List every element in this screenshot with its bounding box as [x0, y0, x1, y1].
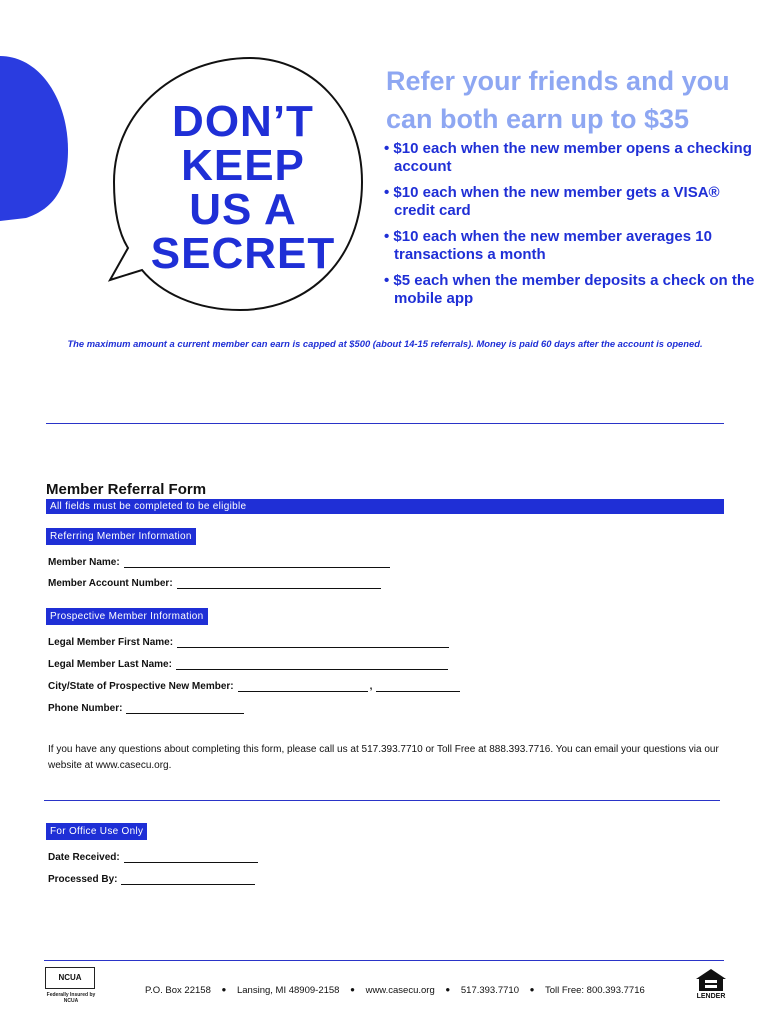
- member-name-input[interactable]: [124, 557, 390, 568]
- referring-member-header: Referring Member Information: [46, 528, 196, 545]
- reward-item: • $5 each when the member deposits a check on the mobile app: [384, 272, 755, 307]
- date-received-field[interactable]: [48, 852, 258, 863]
- office-use-header: For Office Use Only: [46, 823, 147, 840]
- required-note-bar: All fields must be completed to be eligible: [46, 499, 724, 514]
- first-name-label: Legal Member First Name:: [48, 637, 174, 648]
- member-account-input[interactable]: [177, 578, 381, 589]
- earnings-cap-note: The maximum amount a current member can earn is capped at $500 (about 14-15 referrals). Money is paid 60 days after the account is opened.: [67, 338, 703, 349]
- footer-phone[interactable]: 517.393.7710: [460, 985, 519, 996]
- city-state-field[interactable]: [48, 681, 460, 692]
- phone-label: Phone Number:: [48, 703, 123, 714]
- processed-by-field[interactable]: [48, 874, 255, 885]
- footer-address: P.O. Box 22158: [145, 985, 211, 996]
- dont-keep-us-a-secret-title: [136, 97, 350, 278]
- prospective-member-header: Prospective Member Information: [46, 608, 208, 625]
- bullet-dot-icon: ●: [529, 985, 535, 994]
- divider: [44, 800, 720, 801]
- reward-item: • $10 each when the new member averages 10 transactions a month: [384, 228, 712, 263]
- phone-input[interactable]: [126, 703, 244, 714]
- state-input[interactable]: [376, 681, 460, 692]
- blue-speech-bubble: [0, 56, 68, 221]
- member-account-field[interactable]: [48, 578, 381, 589]
- phone-field[interactable]: [48, 703, 244, 714]
- footer-contact: [145, 985, 645, 996]
- lender-label: LENDER: [696, 993, 726, 1000]
- first-name-field[interactable]: [48, 637, 449, 648]
- city-input[interactable]: [238, 681, 368, 692]
- reward-item: • $10 each when the new member opens a checking account: [384, 140, 752, 175]
- footer-website[interactable]: www.casecu.org: [365, 985, 435, 996]
- referral-headline: Refer your friends and you can both earn up to $35: [386, 66, 730, 134]
- divider: [46, 423, 724, 424]
- contact-note: If you have any questions about completing this form, please call us at 517.393.7710 or Toll Free at 888.393.7716. You can email your questions via our website at www.casecu.org.: [48, 744, 719, 771]
- bullet-dot-icon: ●: [221, 985, 227, 994]
- bullet-dot-icon: ●: [445, 985, 451, 994]
- ncua-logo: NCUA: [45, 967, 95, 989]
- footer-city: Lansing, MI 48909-2158: [236, 985, 340, 996]
- processed-by-label: Processed By:: [48, 874, 118, 885]
- reward-list: [384, 140, 764, 316]
- member-name-field[interactable]: [48, 557, 390, 568]
- last-name-field[interactable]: [48, 659, 448, 670]
- hero-title-line: US A: [189, 185, 297, 234]
- date-received-label: Date Received:: [48, 852, 120, 863]
- ncua-caption: Federally Insured by NCUA: [46, 992, 96, 1004]
- date-received-input[interactable]: [124, 852, 258, 863]
- city-state-separator: ,: [369, 681, 373, 692]
- member-name-label: Member Name:: [48, 557, 120, 568]
- last-name-label: Legal Member Last Name:: [48, 659, 172, 670]
- bullet-dot-icon: ●: [350, 985, 355, 994]
- first-name-input[interactable]: [177, 637, 449, 648]
- processed-by-input[interactable]: [121, 874, 255, 885]
- city-state-label: City/State of Prospective New Member:: [48, 681, 234, 692]
- last-name-input[interactable]: [176, 659, 448, 670]
- member-account-label: Member Account Number:: [48, 578, 173, 589]
- hero-title-line: SECRET: [150, 229, 336, 278]
- divider: [44, 960, 724, 961]
- form-title: Member Referral Form: [46, 481, 207, 498]
- footer-toll-free[interactable]: Toll Free: 800.393.7716: [544, 985, 645, 996]
- reward-item: • $10 each when the new member gets a VISA® credit card: [384, 184, 720, 219]
- hero-title-line: KEEP: [181, 141, 305, 190]
- hero-title-line: DON’T: [172, 97, 314, 146]
